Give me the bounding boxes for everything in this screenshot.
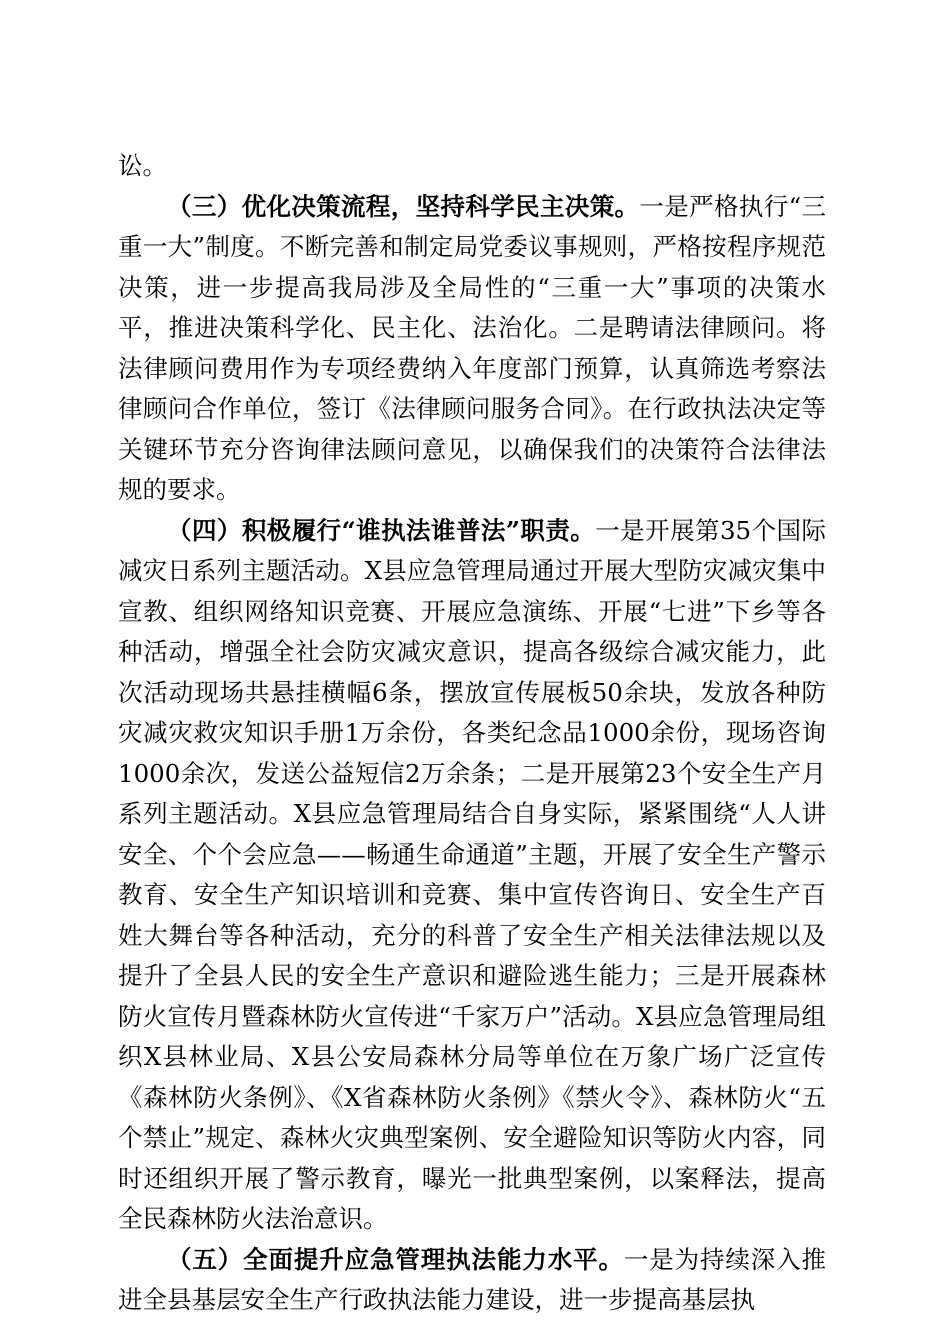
section-five-heading: （五）全面提升应急管理执法能力水平。 (167, 1244, 624, 1274)
section-four-paragraph (118, 511, 826, 1240)
section-three-paragraph (118, 187, 826, 511)
document-page (118, 146, 826, 1321)
continuation-text: 讼。 (118, 151, 167, 180)
section-three-heading: （三）优化决策流程，坚持科学民主决策。 (167, 191, 640, 221)
continuation-paragraph (118, 146, 826, 187)
section-four-heading: （四）积极履行“谁执法谁普法”职责。 (167, 515, 596, 545)
section-four-body: 一是开展第35个国际减灾日系列主题活动。X县应急管理局通过开展大型防灾减灾集中宣教、组织网络知识竞赛、开展应急演练、开展“七进”下乡等各种活动，增强全社会防灾减灾意识，提高各级综合减灾能力，此次活动现场共悬挂横幅6条，摆放宣传展板50余块，发放各种防灾减灾救灾知识手册1万余份，各类纪念品1000余份，现场咨询1000余次，发送公益短信2万余条；二是开展第23个安全生产月系列主题活动。X县应急管理局结合自身实际，紧紧围绕“人人讲安全、个个会应急——畅通生命通道”主题，开展了安全生产警示教育、安全生产知识培训和竞赛、集中宣传咨询日、安全生产百姓大舞台等各种活动，充分的科普了安全生产相关法律法规以及提升了全县人民的安全生产意识和避险逃生能力；三是开展森林防火宣传月暨森林防火宣传进“千家万户”活动。X县应急管理局组织X县林业局、X县公安局森林分局等单位在万象广场广泛宣传《森林防火条例》、《X省森林防火条例》《禁火令》、森林防火“五个禁止”规定、森林火灾典型案例、安全避险知识等防火内容，同时还组织开展了警示教育，曝光一批典型案例，以案释法，提高全民森林防火法治意识。 (118, 515, 826, 1233)
section-three-body: 一是严格执行“三重一大”制度。不断完善和制定局党委议事规则，严格按程序规范决策，进一步提高我局涉及全局性的“三重一大”事项的决策水平，推进决策科学化、民主化、法治化。二是聘请法律顾问。将法律顾问费用作为专项经费纳入年度部门预算，认真筛选考察法律顾问合作单位，签订《法律顾问服务合同》。在行政执法决定等关键环节充分咨询律法顾问意见，以确保我们的决策符合法律法规的要求。 (118, 191, 826, 504)
section-five-body: 一是为持续深入推进全县基层安全生产行政执法能力建设，进一步提高基层执 (118, 1244, 827, 1314)
section-five-paragraph (118, 1240, 826, 1321)
